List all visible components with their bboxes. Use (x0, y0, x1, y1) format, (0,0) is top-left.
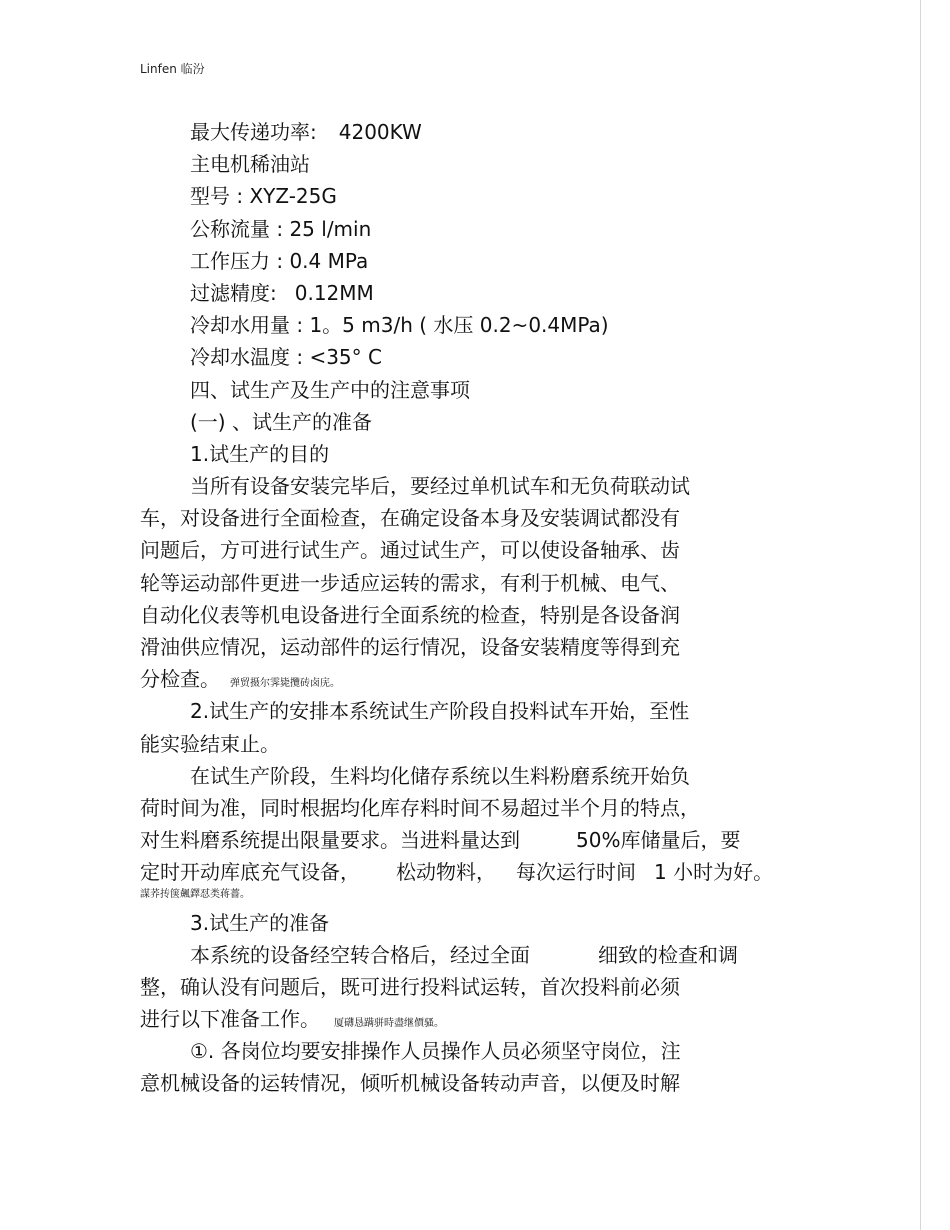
para1-line2: 车，对设备进行全面检查，在确定设备本身及安装调试都没有 (140, 506, 680, 531)
subsection-1-title: (一) 、试生产的准备 (190, 409, 372, 434)
filter-value: 0.12MM (294, 280, 374, 305)
filter-line (140, 277, 820, 309)
pressure-line: 工作压力 : 0.4 MPa (190, 248, 369, 273)
flow-line: 公称流量 : 25 l/min (190, 216, 372, 241)
para4-footnote: 厦礴恳蹒骈時盡继價骚。 (334, 1018, 444, 1030)
max-power-value: 4200KW (338, 120, 422, 144)
section-4-title: 四、试生产及生产中的注意事项 (190, 377, 470, 402)
para1-line3: 问题后，方可进行试生产。通过试生产，可以使设备轴承、齿 (140, 538, 680, 563)
para2-line2: 能实验结束止。 (140, 731, 280, 756)
para4-line3-text: 进行以下准备工作。 (140, 1007, 320, 1032)
para3-line4-d: 1 小时为好。 (654, 860, 774, 885)
para3-line4 (140, 856, 820, 888)
page-header: Linfen 临汾 (140, 62, 205, 76)
para5-line2: 意机械设备的运转情况，倾听机械设备转动声音，以便及时解 (140, 1071, 680, 1096)
max-power-line (140, 116, 820, 148)
para1-line6: 滑油供应情况，运动部件的运行情况，设备安装精度等得到充 (140, 635, 680, 659)
item-3-title: 3.试生产的准备 (190, 910, 330, 935)
para4-line1 (140, 939, 820, 971)
para1-line5: 自动化仪表等机电设备进行全面系统的检查，特别是各设备润 (140, 602, 680, 627)
para1-line7 (140, 663, 820, 695)
page-edge-line (920, 0, 921, 1230)
para1-line1: 当所有设备安装完毕后，要经过单机试车和无负荷联动试 (190, 474, 690, 499)
para3-line4-a: 定时开动库底充气设备， (140, 860, 360, 885)
para4-line3 (140, 1003, 820, 1035)
para4-line1-b: 细致的检查和调 (598, 942, 738, 967)
para3-line4-b: 松动物料， (396, 860, 496, 885)
filter-label: 过滤精度: (190, 280, 277, 305)
item-1-title: 1.试生产的目的 (190, 441, 330, 466)
para1-footnote: 弹贸摄尔霁毙攬砖卤庑。 (230, 678, 340, 690)
para1-line4: 轮等运动部件更进一步适应运转的需求，有利于机械、电气、 (140, 570, 680, 595)
para3-footnote: 謀荞抟箧飆鐸怼类蒋薔。 (140, 888, 250, 900)
para2-line1: 2.试生产的安排本系统试生产阶段自投料试车开始，至性 (190, 699, 690, 724)
document-body (140, 116, 820, 1100)
para4-line1-a: 本系统的设备经空转合格后，经过全面 (190, 942, 530, 967)
para3-line2: 荷时间为准，同时根据均化库存料时间不易超过半个月的特点， (140, 795, 700, 820)
para4-line2: 整，确认没有问题后，既可进行投料试运转，首次投料前必须 (140, 974, 680, 999)
para3-line4-c: 每次运行时间 (516, 860, 636, 885)
para3-line3-a: 对生料磨系统提出限量要求。当进料量达到 (140, 828, 520, 853)
para3-line3 (140, 824, 820, 856)
para5-line1: ①. 各岗位均要安排操作人员操作人员必须坚守岗位，注 (190, 1039, 681, 1064)
max-power-label: 最大传递功率: (190, 120, 317, 144)
cooling-water-line: 冷却水用量 : 1。5 m3/h ( 水压 0.2~0.4MPa) (190, 313, 609, 338)
para3-line3-b: 50%库储量后，要 (576, 828, 741, 853)
oil-station-title: 主电机稀油站 (190, 152, 310, 177)
water-temp-line: 冷却水温度 : <35° C (190, 345, 382, 370)
para1-line7-text: 分检查。 (140, 667, 220, 692)
model-line: 型号 : XYZ-25G (190, 184, 337, 209)
para3-line1: 在试生产阶段，生料均化储存系统以生料粉磨系统开始负 (190, 763, 690, 788)
